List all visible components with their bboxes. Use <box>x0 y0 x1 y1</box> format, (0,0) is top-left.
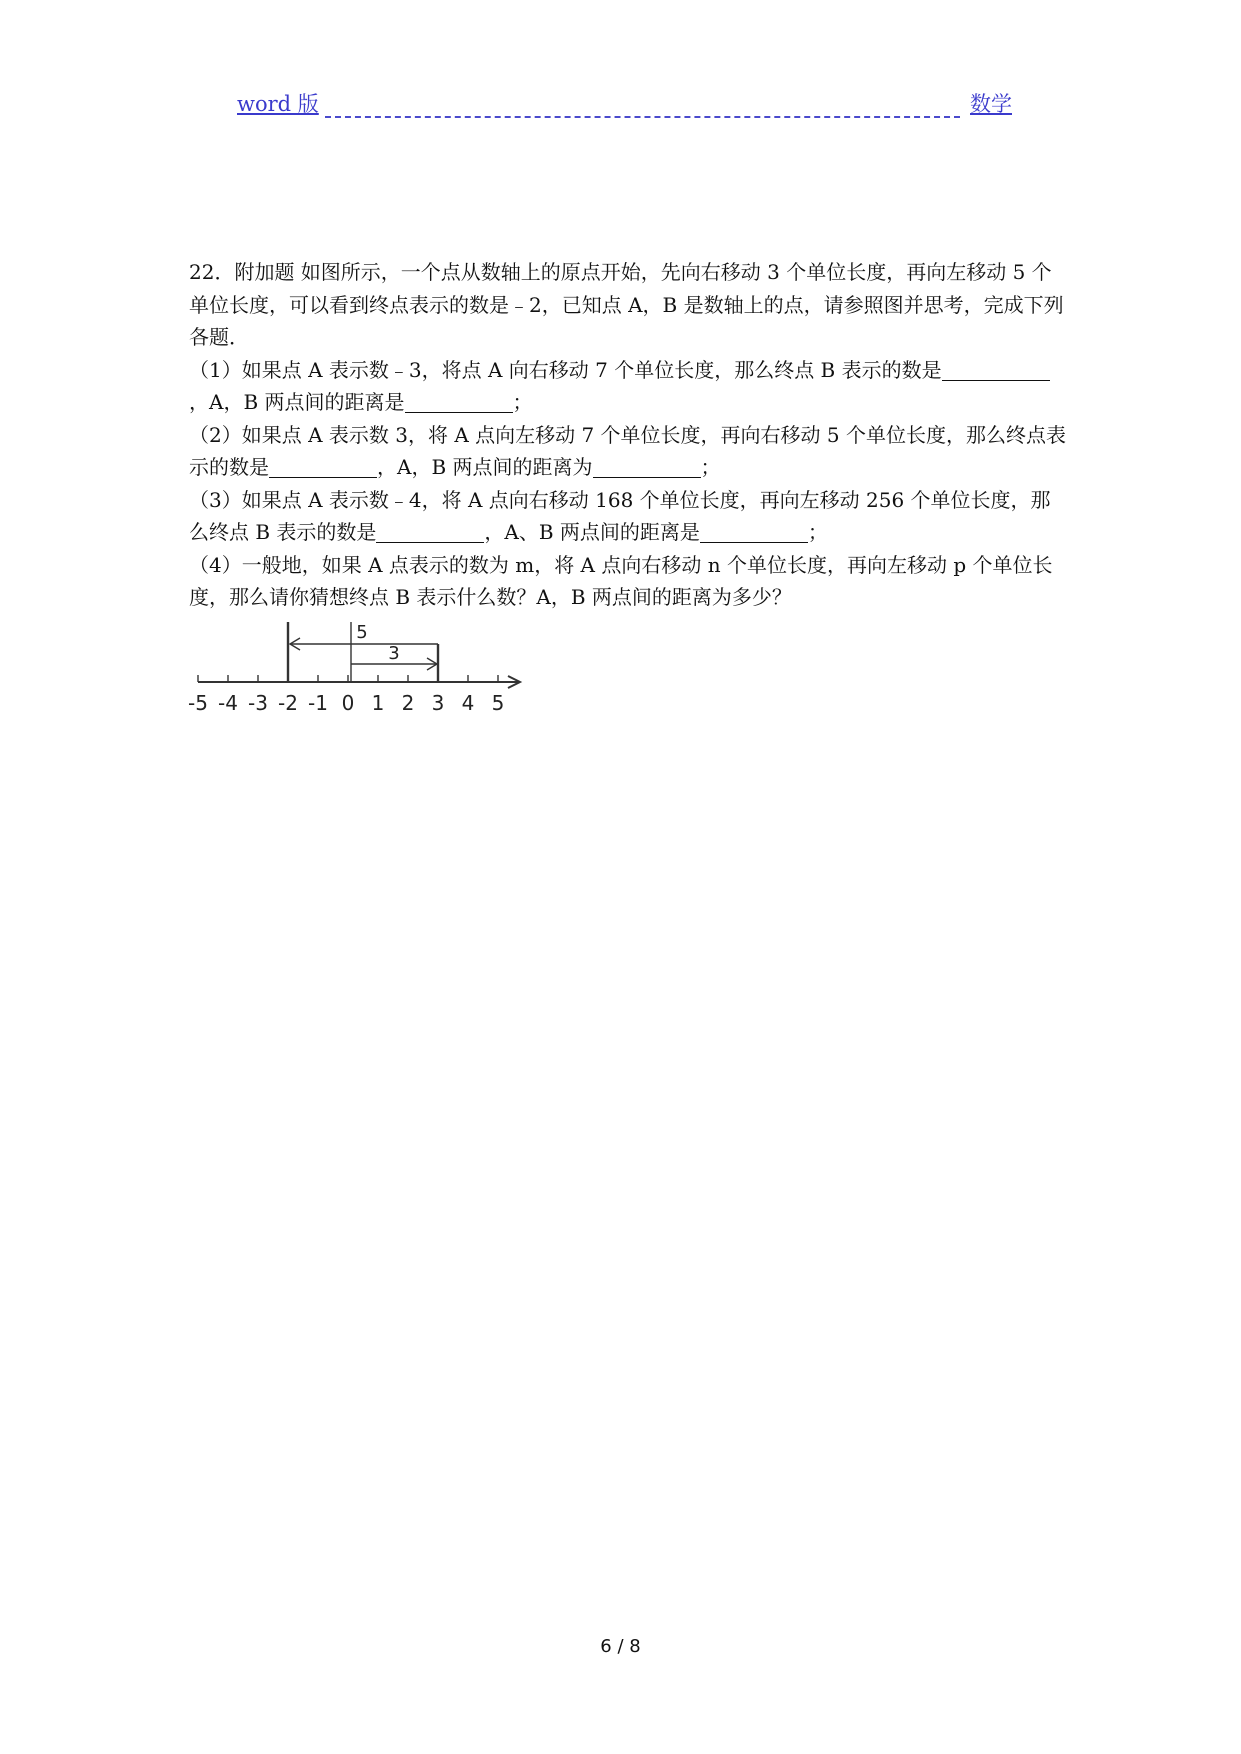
answer-blank-3a[interactable] <box>376 520 484 543</box>
arrow-long-label: 5 <box>356 622 368 643</box>
question-2 <box>189 419 1069 484</box>
question-4: （4）一般地，如果 A 点表示的数为 m，将 A 点向右移动 n 个单位长度，再向左移动 p 个单位长度，那么请你猜想终点 B 表示什么数？A，B 两点间的距离为多少？ <box>189 552 1053 609</box>
question-3-text-a: （3）如果点 A 表示数﹣4，将 A 点向右移动 168 个单位长度，再向左移动 256 个单位长度，那么终点 B 表示的数是 <box>189 487 1051 544</box>
header-dashed-rule <box>325 116 960 118</box>
answer-blank-1a[interactable] <box>942 358 1050 381</box>
tick-label: -4 <box>218 691 238 715</box>
question-2-text-b: ，A，B 两点间的距离为 <box>377 455 593 479</box>
answer-blank-3b[interactable] <box>700 520 808 543</box>
answer-blank-1b[interactable] <box>405 390 513 413</box>
question-2-text-a: （2）如果点 A 表示数 3，将 A 点向左移动 7 个单位长度，再向右移动 5 个单位长度，那么终点表示的数是 <box>189 422 1067 479</box>
page-header <box>237 88 1012 122</box>
question-1 <box>189 354 1069 419</box>
number-line-figure <box>186 618 534 718</box>
header-left-label: word 版 <box>237 92 319 116</box>
tick-label: -5 <box>188 691 208 715</box>
answer-blank-2b[interactable] <box>593 455 701 478</box>
tick-label: 5 <box>491 691 505 715</box>
header-right-label: 数学 <box>970 92 1012 116</box>
tick-label: -3 <box>248 691 268 715</box>
tick-label: 4 <box>461 691 475 715</box>
question-3 <box>189 484 1069 549</box>
question-3-end: ； <box>807 520 828 544</box>
problem-body <box>189 256 1069 614</box>
number-line-axis <box>198 676 520 688</box>
question-2-end: ； <box>700 455 721 479</box>
question-1-text-a: （1）如果点 A 表示数﹣3，将点 A 向右移动 7 个单位长度，那么终点 B 表示的数是 <box>189 357 942 382</box>
tick-label: 2 <box>401 691 415 715</box>
question-1-text-b: ，A，B 两点间的距离是 <box>189 390 405 414</box>
arrow-left-5 <box>290 622 438 650</box>
number-line-labels <box>188 691 504 715</box>
question-1-end: ； <box>512 390 533 414</box>
tick-label: 3 <box>431 691 445 715</box>
tick-label: 1 <box>371 691 385 715</box>
question-3-text-b: ，A、B 两点间的距离是 <box>484 520 700 544</box>
tick-label: 0 <box>341 691 355 715</box>
arrow-short-label: 3 <box>388 643 400 664</box>
number-line-ticks <box>198 675 498 682</box>
tick-label: -1 <box>308 691 328 715</box>
arrow-right-3 <box>351 643 437 670</box>
page-number: 6 / 8 <box>600 1636 641 1657</box>
tick-label: -2 <box>278 691 298 715</box>
problem-intro: 22．附加题 如图所示，一个点从数轴上的原点开始，先向右移动 3 个单位长度，再向左移动 5 个单位长度，可以看到终点表示的数是﹣2，已知点 A，B 是数轴上的点，请参照图并思考，完成下列各题． <box>189 260 1064 349</box>
answer-blank-2a[interactable] <box>269 455 377 478</box>
